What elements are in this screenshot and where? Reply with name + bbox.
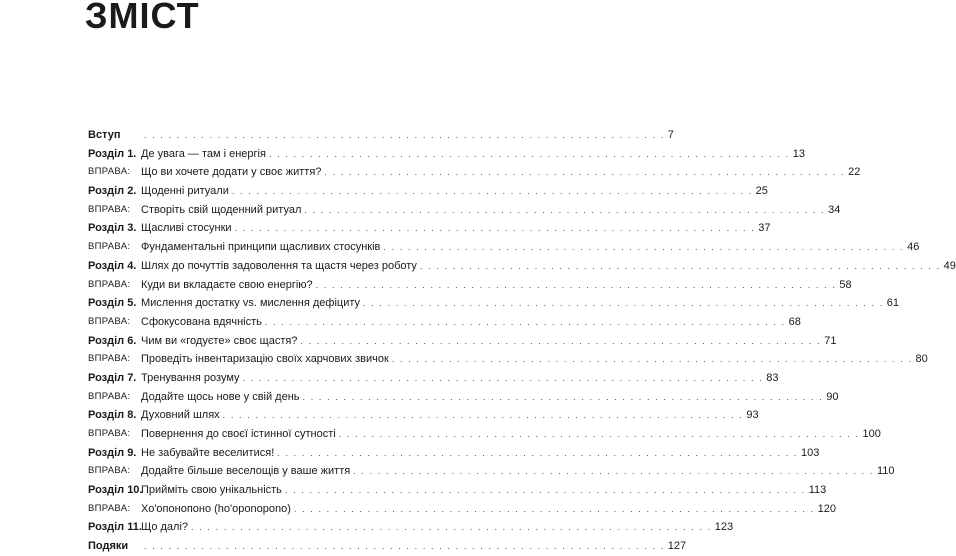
toc-entry-label: Розділ 9. xyxy=(88,446,137,459)
toc-entry xyxy=(88,481,827,500)
toc-entry xyxy=(88,406,759,425)
toc-entry-label: ВПРАВА: xyxy=(88,502,131,514)
toc-entry-label: ВПРАВА: xyxy=(88,428,131,439)
toc-leader-dots: . . . . . . . . . . . . . . . . . . . . . . . . . . . . . . . . . . . . . . . . . . . . . . . . . . . . . . . . . . . . . . . . xyxy=(144,130,665,140)
toc-entry xyxy=(88,182,768,201)
toc-entry xyxy=(88,201,841,220)
toc-entry-page-number: 90 xyxy=(826,390,839,403)
toc-entry-line xyxy=(141,500,836,519)
toc-leader-dots: . . . . . . . . . . . . . . . . . . . . . . . . . . . . . . . . . . . . . . . . . . . . . . . . . . . . . . . . . . . . . . . . xyxy=(264,316,786,327)
toc-leader-dots: . . . . . . . . . . . . . . . . . . . . . . . . . . . . . . . . . . . . . . . . . . . . . . . . . . . . . . . . . . . . . . . . xyxy=(191,522,712,533)
toc-entry-page-number: 25 xyxy=(755,185,768,198)
toc-entry-line xyxy=(141,238,920,257)
toc-entry-title: Чим ви «годуєте» своє щастя? xyxy=(141,334,298,347)
toc-entry-line xyxy=(141,182,768,201)
toc-leader-dots: . . . . . . . . . . . . . . . . . . . . . . . . . . . . . . . . . . . . . . . . . . . . . . . . . . . . . . . . . . . . . . . . xyxy=(304,204,826,215)
toc-leader-dots: . . . . . . . . . . . . . . . . . . . . . . . . . . . . . . . . . . . . . . . . . . . . . . . . . . . . . . . . . . . . . . . . xyxy=(293,503,815,514)
toc-entry-page-number: 37 xyxy=(758,222,771,235)
toc-entry-page-number: 61 xyxy=(886,297,900,310)
toc-entry-line xyxy=(141,406,759,425)
toc-entry xyxy=(88,518,734,537)
toc-entry-line xyxy=(141,537,687,556)
toc-entry-title: Що ви хочете додати у своє життя? xyxy=(141,166,322,179)
toc-entry-title: Додайте більше веселощів у ваше життя xyxy=(141,465,351,478)
toc-entry-title: Мислення достатку vs. мислення дефіциту xyxy=(141,297,361,310)
toc-entry-title: Де увага — там і енергія xyxy=(141,147,266,160)
toc-entry-title: Фундаментальні принципи щасливих стосунків xyxy=(141,241,381,254)
toc-entry xyxy=(88,350,928,369)
toc-entry-page-number: 127 xyxy=(667,540,687,553)
toc-entry-label: ВПРАВА: xyxy=(88,166,131,178)
toc-leader-dots: . . . . . . . . . . . . . . . . . . . . . . . . . . . . . . . . . . . . . . . . . . . . . . . . . . . . . . . . . . . . . . . . xyxy=(419,260,941,271)
toc-entry-page-number: 123 xyxy=(714,521,734,534)
toc-entry-line xyxy=(141,163,861,182)
toc-entry-label: Розділ 8. xyxy=(88,409,137,422)
toc-entry-title: Додайте щось нове у свій день xyxy=(141,390,300,403)
toc-entry-title: Духовний шлях xyxy=(141,409,220,422)
toc-leader-dots: . . . . . . . . . . . . . . . . . . . . . . . . . . . . . . . . . . . . . . . . . . . . . . . . . . . . . . . . . . . . . . . . xyxy=(338,429,860,439)
toc-entry-label: Розділ 6. xyxy=(88,334,137,347)
toc-entry-line xyxy=(141,257,956,276)
toc-entry-title: Щасливі стосунки xyxy=(141,222,232,235)
toc-entry-label: Вступ xyxy=(88,129,121,141)
toc-entry-title: Сфокусована вдячність xyxy=(141,315,262,328)
toc-entry-line xyxy=(141,350,928,369)
toc-entry-title: Шлях до почуттів задоволення та щастя через роботу xyxy=(141,259,417,272)
toc-entry-line xyxy=(141,145,805,164)
toc-entry-line xyxy=(141,276,852,295)
toc-leader-dots: . . . . . . . . . . . . . . . . . . . . . . . . . . . . . . . . . . . . . . . . . . . . . . . . . . . . . . . . . . . . . . . . xyxy=(363,298,884,309)
toc-entry-label: Розділ 7. xyxy=(88,371,137,384)
toc-entry xyxy=(88,537,687,556)
toc-entry-title: Повернення до своєї істинної сутності xyxy=(141,428,336,440)
toc-entry-title: Проведіть інвентаризацію своїх харчових звичок xyxy=(141,353,389,366)
toc-leader-dots: . . . . . . . . . . . . . . . . . . . . . . . . . . . . . . . . . . . . . . . . . . . . . . . . . . . . . . . . . . . . . . . . xyxy=(144,541,665,552)
toc-entry xyxy=(88,257,956,276)
toc-entry-page-number: 71 xyxy=(824,334,837,347)
toc-entry-label: ВПРАВА: xyxy=(88,278,131,290)
toc-entry-label: Розділ 4. xyxy=(88,259,137,272)
toc-entry-title: Тренування розуму xyxy=(141,371,240,384)
toc-entry-label: Розділ 2. xyxy=(88,185,137,198)
toc-entry-line xyxy=(141,518,734,537)
toc-entry xyxy=(88,294,900,313)
toc-entry xyxy=(88,126,674,145)
toc-entry-line xyxy=(141,201,841,220)
toc-entry-label: ВПРАВА: xyxy=(88,241,131,253)
toc-leader-dots: . . . . . . . . . . . . . . . . . . . . . . . . . . . . . . . . . . . . . . . . . . . . . . . . . . . . . . . . . . . . . . . . xyxy=(353,466,874,477)
toc-entry-title: Що далі? xyxy=(141,521,189,534)
toc-entry xyxy=(88,425,881,444)
toc-entry xyxy=(88,219,771,238)
toc-entry-line xyxy=(141,369,779,388)
toc-entry-page-number: 7 xyxy=(667,129,674,141)
toc-entry-page-number: 49 xyxy=(943,259,956,272)
toc-entry-page-number: 103 xyxy=(801,446,820,459)
toc-entry-title: Прийміть свою унікальність xyxy=(141,484,282,497)
toc-entry-title: Хо'опонопоно (ho'oponopono) xyxy=(141,502,291,515)
toc-entry xyxy=(88,163,861,182)
toc-leader-dots: . . . . . . . . . . . . . . . . . . . . . . . . . . . . . . . . . . . . . . . . . . . . . . . . . . . . . . . . . . . . . . . . xyxy=(324,167,846,178)
toc-entry-page-number: 80 xyxy=(915,353,928,366)
toc-leader-dots: . . . . . . . . . . . . . . . . . . . . . . . . . . . . . . . . . . . . . . . . . . . . . . . . . . . . . . . . . . . . . . . . xyxy=(300,335,822,346)
toc-entry-page-number: 13 xyxy=(792,147,805,160)
toc-entry-line xyxy=(141,313,801,332)
toc-entry-page-number: 68 xyxy=(788,315,801,328)
toc-entry xyxy=(88,500,836,519)
toc-entry-label: ВПРАВА: xyxy=(88,465,131,477)
toc-entry-line xyxy=(141,444,820,463)
toc-entry-label: Розділ 11. xyxy=(88,521,142,534)
toc-entry-title: Створіть свій щоденний ритуал xyxy=(141,203,302,216)
toc-entry-page-number: 93 xyxy=(746,409,759,422)
page-title: ЗМІСТ xyxy=(85,0,200,36)
toc-entry-line xyxy=(141,462,895,481)
toc-entry-label: Розділ 5. xyxy=(88,297,137,310)
toc-entry-page-number: 46 xyxy=(907,241,920,254)
toc-entry-line xyxy=(141,126,674,145)
toc-entry xyxy=(88,388,839,407)
toc-leader-dots: . . . . . . . . . . . . . . . . . . . . . . . . . . . . . . . . . . . . . . . . . . . . . . . . . . . . . . . . . . . . . . . . xyxy=(234,223,756,234)
toc-leader-dots: . . . . . . . . . . . . . . . . . . . . . . . . . . . . . . . . . . . . . . . . . . . . . . . . . . . . . . . . . . . . . . . . xyxy=(222,410,744,421)
toc-entry-title: Щоденні ритуали xyxy=(141,185,229,198)
toc-entry-label: ВПРАВА: xyxy=(88,203,131,215)
toc-entry-page-number: 110 xyxy=(876,465,895,478)
toc-entry-line xyxy=(141,481,827,500)
toc-entry xyxy=(88,369,779,388)
toc-entry-label: Розділ 10. xyxy=(88,484,143,497)
toc-leader-dots: . . . . . . . . . . . . . . . . . . . . . . . . . . . . . . . . . . . . . . . . . . . . . . . . . . . . . . . . . . . . . . . . xyxy=(302,391,824,402)
toc-entry xyxy=(88,238,920,257)
toc-leader-dots: . . . . . . . . . . . . . . . . . . . . . . . . . . . . . . . . . . . . . . . . . . . . . . . . . . . . . . . . . . . . . . . . xyxy=(284,485,806,496)
toc-entry-page-number: 100 xyxy=(862,428,881,440)
toc-leader-dots: . . . . . . . . . . . . . . . . . . . . . . . . . . . . . . . . . . . . . . . . . . . . . . . . . . . . . . . . . . . . . . . . xyxy=(231,186,753,197)
toc-entry-page-number: 113 xyxy=(808,484,827,497)
toc-entry xyxy=(88,276,852,295)
toc-entry xyxy=(88,332,837,351)
toc-leader-dots: . . . . . . . . . . . . . . . . . . . . . . . . . . . . . . . . . . . . . . . . . . . . . . . . . . . . . . . . . . . . . . . . xyxy=(277,447,799,458)
toc-entry-label: Подяки xyxy=(88,540,129,553)
toc-entry-line xyxy=(141,332,837,351)
toc-entry xyxy=(88,444,820,463)
toc-entry-line xyxy=(141,425,881,444)
toc-entry-title: Куди ви вкладаєте свою енергію? xyxy=(141,278,313,291)
toc-entry-label: ВПРАВА: xyxy=(88,315,131,327)
table-of-contents xyxy=(88,126,956,556)
toc-entry xyxy=(88,145,805,164)
toc-entry-line xyxy=(141,294,900,313)
toc-entry-line xyxy=(141,219,771,238)
toc-entry-page-number: 58 xyxy=(839,278,852,291)
toc-entry-label: Розділ 3. xyxy=(88,222,137,235)
toc-entry-line xyxy=(141,388,839,407)
toc-entry-title: Не забувайте веселитися! xyxy=(141,446,275,459)
toc-entry-label: ВПРАВА: xyxy=(88,390,131,402)
toc-leader-dots: . . . . . . . . . . . . . . . . . . . . . . . . . . . . . . . . . . . . . . . . . . . . . . . . . . . . . . . . . . . . . . . . xyxy=(315,279,837,290)
toc-entry-page-number: 22 xyxy=(848,166,861,179)
toc-entry-page-number: 120 xyxy=(817,502,836,515)
toc-entry xyxy=(88,462,895,481)
toc-entry xyxy=(88,313,801,332)
toc-leader-dots: . . . . . . . . . . . . . . . . . . . . . . . . . . . . . . . . . . . . . . . . . . . . . . . . . . . . . . . . . . . . . . . . xyxy=(391,354,913,365)
toc-leader-dots: . . . . . . . . . . . . . . . . . . . . . . . . . . . . . . . . . . . . . . . . . . . . . . . . . . . . . . . . . . . . . . . . xyxy=(242,372,764,383)
toc-entry-label: ВПРАВА: xyxy=(88,353,131,365)
toc-entry-page-number: 34 xyxy=(828,203,841,216)
toc-leader-dots: . . . . . . . . . . . . . . . . . . . . . . . . . . . . . . . . . . . . . . . . . . . . . . . . . . . . . . . . . . . . . . . . xyxy=(383,242,905,253)
toc-entry-page-number: 83 xyxy=(766,371,779,384)
toc-entry-label: Розділ 1. xyxy=(88,147,137,160)
toc-leader-dots: . . . . . . . . . . . . . . . . . . . . . . . . . . . . . . . . . . . . . . . . . . . . . . . . . . . . . . . . . . . . . . . . xyxy=(268,148,790,159)
